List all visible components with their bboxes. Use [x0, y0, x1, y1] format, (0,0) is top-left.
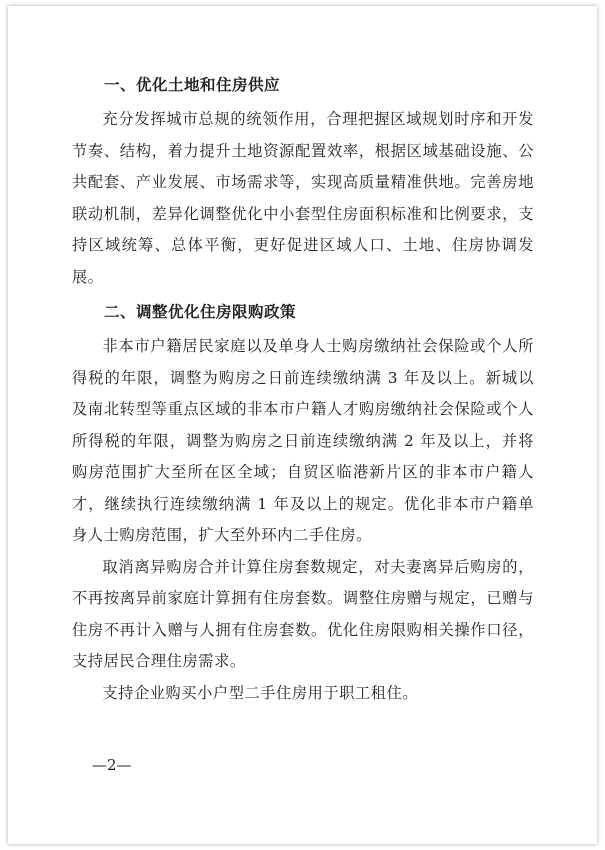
section-heading-2: 二、调整优化住房限购政策 — [104, 303, 297, 321]
document-page — [8, 6, 597, 844]
paragraph-divorce-gift: 取消离异购房合并计算住房套数规定，对夫妻离异后购房的，不再按离异前家庭计算拥有住房套数。调整住房赠与规定，已赠与住房不再计入赠与人拥有住房套数。优化住房限购相关操作口径，支持居民合理住房需求。 — [72, 557, 534, 670]
paragraph-enterprise-purchase: 支持企业购买小户型二手住房用于职工租住。 — [102, 683, 419, 702]
paragraph-land-supply: 充分发挥城市总规的统领作用，合理把握区域规划时序和开发节奏、结构，着力提升土地资源配置效率，根据区域基础设施、公共配套、产业发展、市场需求等，实现高质量精准供地。完善房地联动机制，差异化调整优化中小套型住房面积标准和比例要求，支持区域统筹、总体平衡，更好促进区域人口、土地、住房协调发展。 — [72, 110, 534, 286]
document-body — [72, 66, 534, 709]
paragraph-purchase-restriction: 非本市户籍居民家庭以及单身人士购房缴纳社会保险或个人所得税的年限，调整为购房之日前连续缴纳满 3 年及以上。新城以及南北转型等重点区域的非本市户籍人才购房缴纳社会保险或个人所得税的年限，调整为购房之日前连续缴纳满 2 年及以上，并将购房范围扩大至所在区全域；自贸区临港新片区的非本市户籍人才，继续执行连续缴纳满 1 年及以上的规定。优化非本市户籍单身人士购房范围，扩大至外环内二手住房。 — [72, 337, 534, 544]
section-heading-1: 一、优化土地和住房供应 — [104, 76, 281, 94]
page-number: —2— — [92, 756, 132, 774]
